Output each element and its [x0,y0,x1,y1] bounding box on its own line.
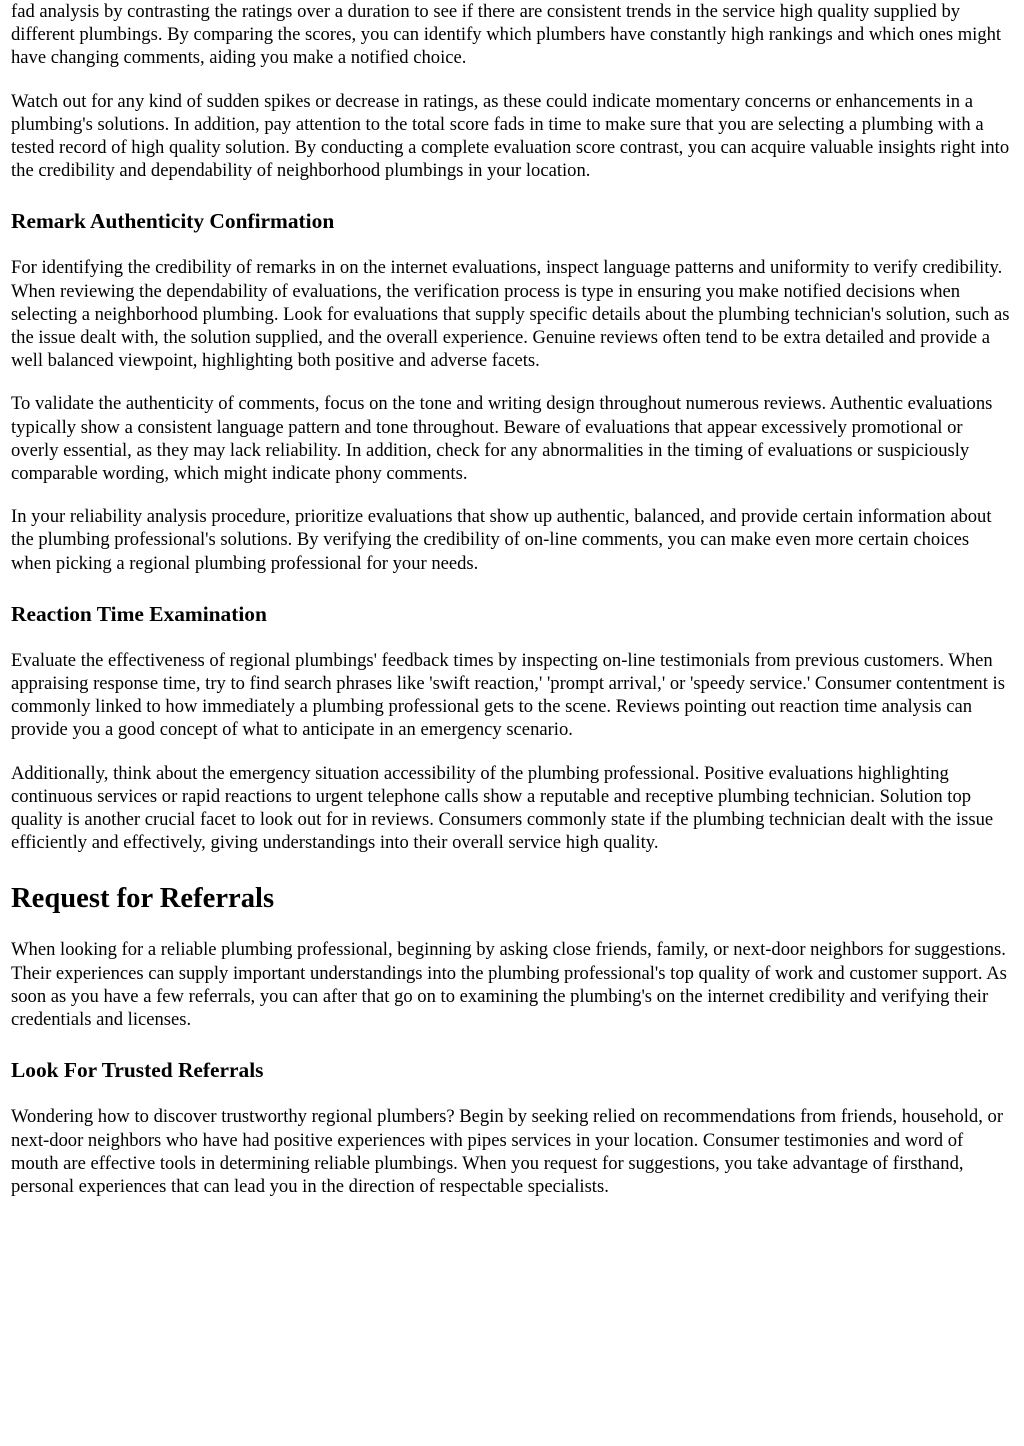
heading-remark-authenticity: Remark Authenticity Confirmation [11,209,335,234]
paragraph-reliability-analysis: In your reliability analysis procedure, prioritize evaluations that show up authentic, balanced, and provide certain information about the plumbing professional's solutions. By verifying the credibility of on-line comments, you can make even more certain choices when picking a regional plumbing professional for your needs. [11,506,992,574]
paragraph-rating-spikes: Watch out for any kind of sudden spikes or decrease in ratings, as these could indicate momentary concerns or enhancements in a plumbing's solutions. In addition, pay attention to the total score fads in time to make sure that you are selecting a plumbing with a tested record of high quality solution. By conducting a complete evaluation score contrast, you can acquire valuable insights right into the credibility and dependability of neighborhood plumbings in your location. [11,90,1010,182]
paragraph-rating-trends: fad analysis by contrasting the ratings over a duration to see if there are consistent trends in the service high quality supplied by different plumbings. By comparing the scores, you can identify which plumbers have constantly high rankings and which ones might have changing comments, aiding you make a notified choice. [11,1,1002,69]
paragraph-ask-friends: When looking for a reliable plumbing professional, beginning by asking close friends, family, or next-door neighbors for suggestions. Their experiences can supply important understandings into the plumbing professional's top quality of work and customer support. As soon as you have a few referrals, you can after that go on to examining the plumbing's on the internet credibility and verifying their credentials and licenses. [11,939,1007,1031]
heading-reaction-time: Reaction Time Examination [11,601,267,626]
paragraph-validate-authenticity: To validate the authenticity of comments, focus on the tone and writing design throughout numerous reviews. Authentic evaluations typically show a consistent language pattern and tone throughout. Beware of evaluations that appear excessively promotional or overly essential, as they may lack reliability. In addition, check for any abnormalities in the timing of evaluations or suspiciously comparable wording, which might indicate phony comments. [11,393,993,485]
heading-trusted-referrals: Look For Trusted Referrals [11,1058,264,1083]
paragraph-credibility-patterns: For identifying the credibility of remarks in on the internet evaluations, inspect language patterns and uniformity to verify credibility. When reviewing the dependability of evaluations, the verification process is type in ensuring you make notified decisions when selecting a neighborhood plumbing. Look for evaluations that supply specific details about the plumbing technician's solution, such as the issue dealt with, the solution supplied, and the overall experience. Genuine reviews often tend to be extra detailed and provide a well balanced viewpoint, highlighting both positive and adverse facets. [11,257,1010,372]
heading-request-referrals: Request for Referrals [11,883,275,915]
paragraph-trustworthy-plumbers: Wondering how to discover trustworthy regional plumbers? Begin by seeking relied on recommendations from friends, household, or next-door neighbors who have had positive experiences with pipes services in your location. Consumer testimonies and word of mouth are effective tools in determining reliable plumbings. When you request for suggestions, you take advantage of firsthand, personal experiences that can lead you in the direction of respectable specialists. [11,1106,1004,1197]
paragraph-emergency-availability: Additionally, think about the emergency situation accessibility of the plumbing professional. Positive evaluations highlighting continuous services or rapid reactions to urgent telephone calls show a reputable and receptive plumbing technician. Solution top quality is another crucial facet to look out for in reviews. Consumers commonly state if the plumbing technician dealt with the issue efficiently and effectively, giving understandings into their overall service high quality. [11,762,994,854]
paragraph-response-times: Evaluate the effectiveness of regional plumbings' feedback times by inspecting on-line testimonials from previous customers. When appraising response time, try to find search phrases like 'swift reaction,' 'prompt arrival,' or 'speedy service.' Consumer contentment is commonly linked to how immediately a plumbing professional gets to the scene. Reviews pointing out reaction time analysis can provide you a good concept of what to anticipate in an emergency scenario. [11,649,1005,741]
